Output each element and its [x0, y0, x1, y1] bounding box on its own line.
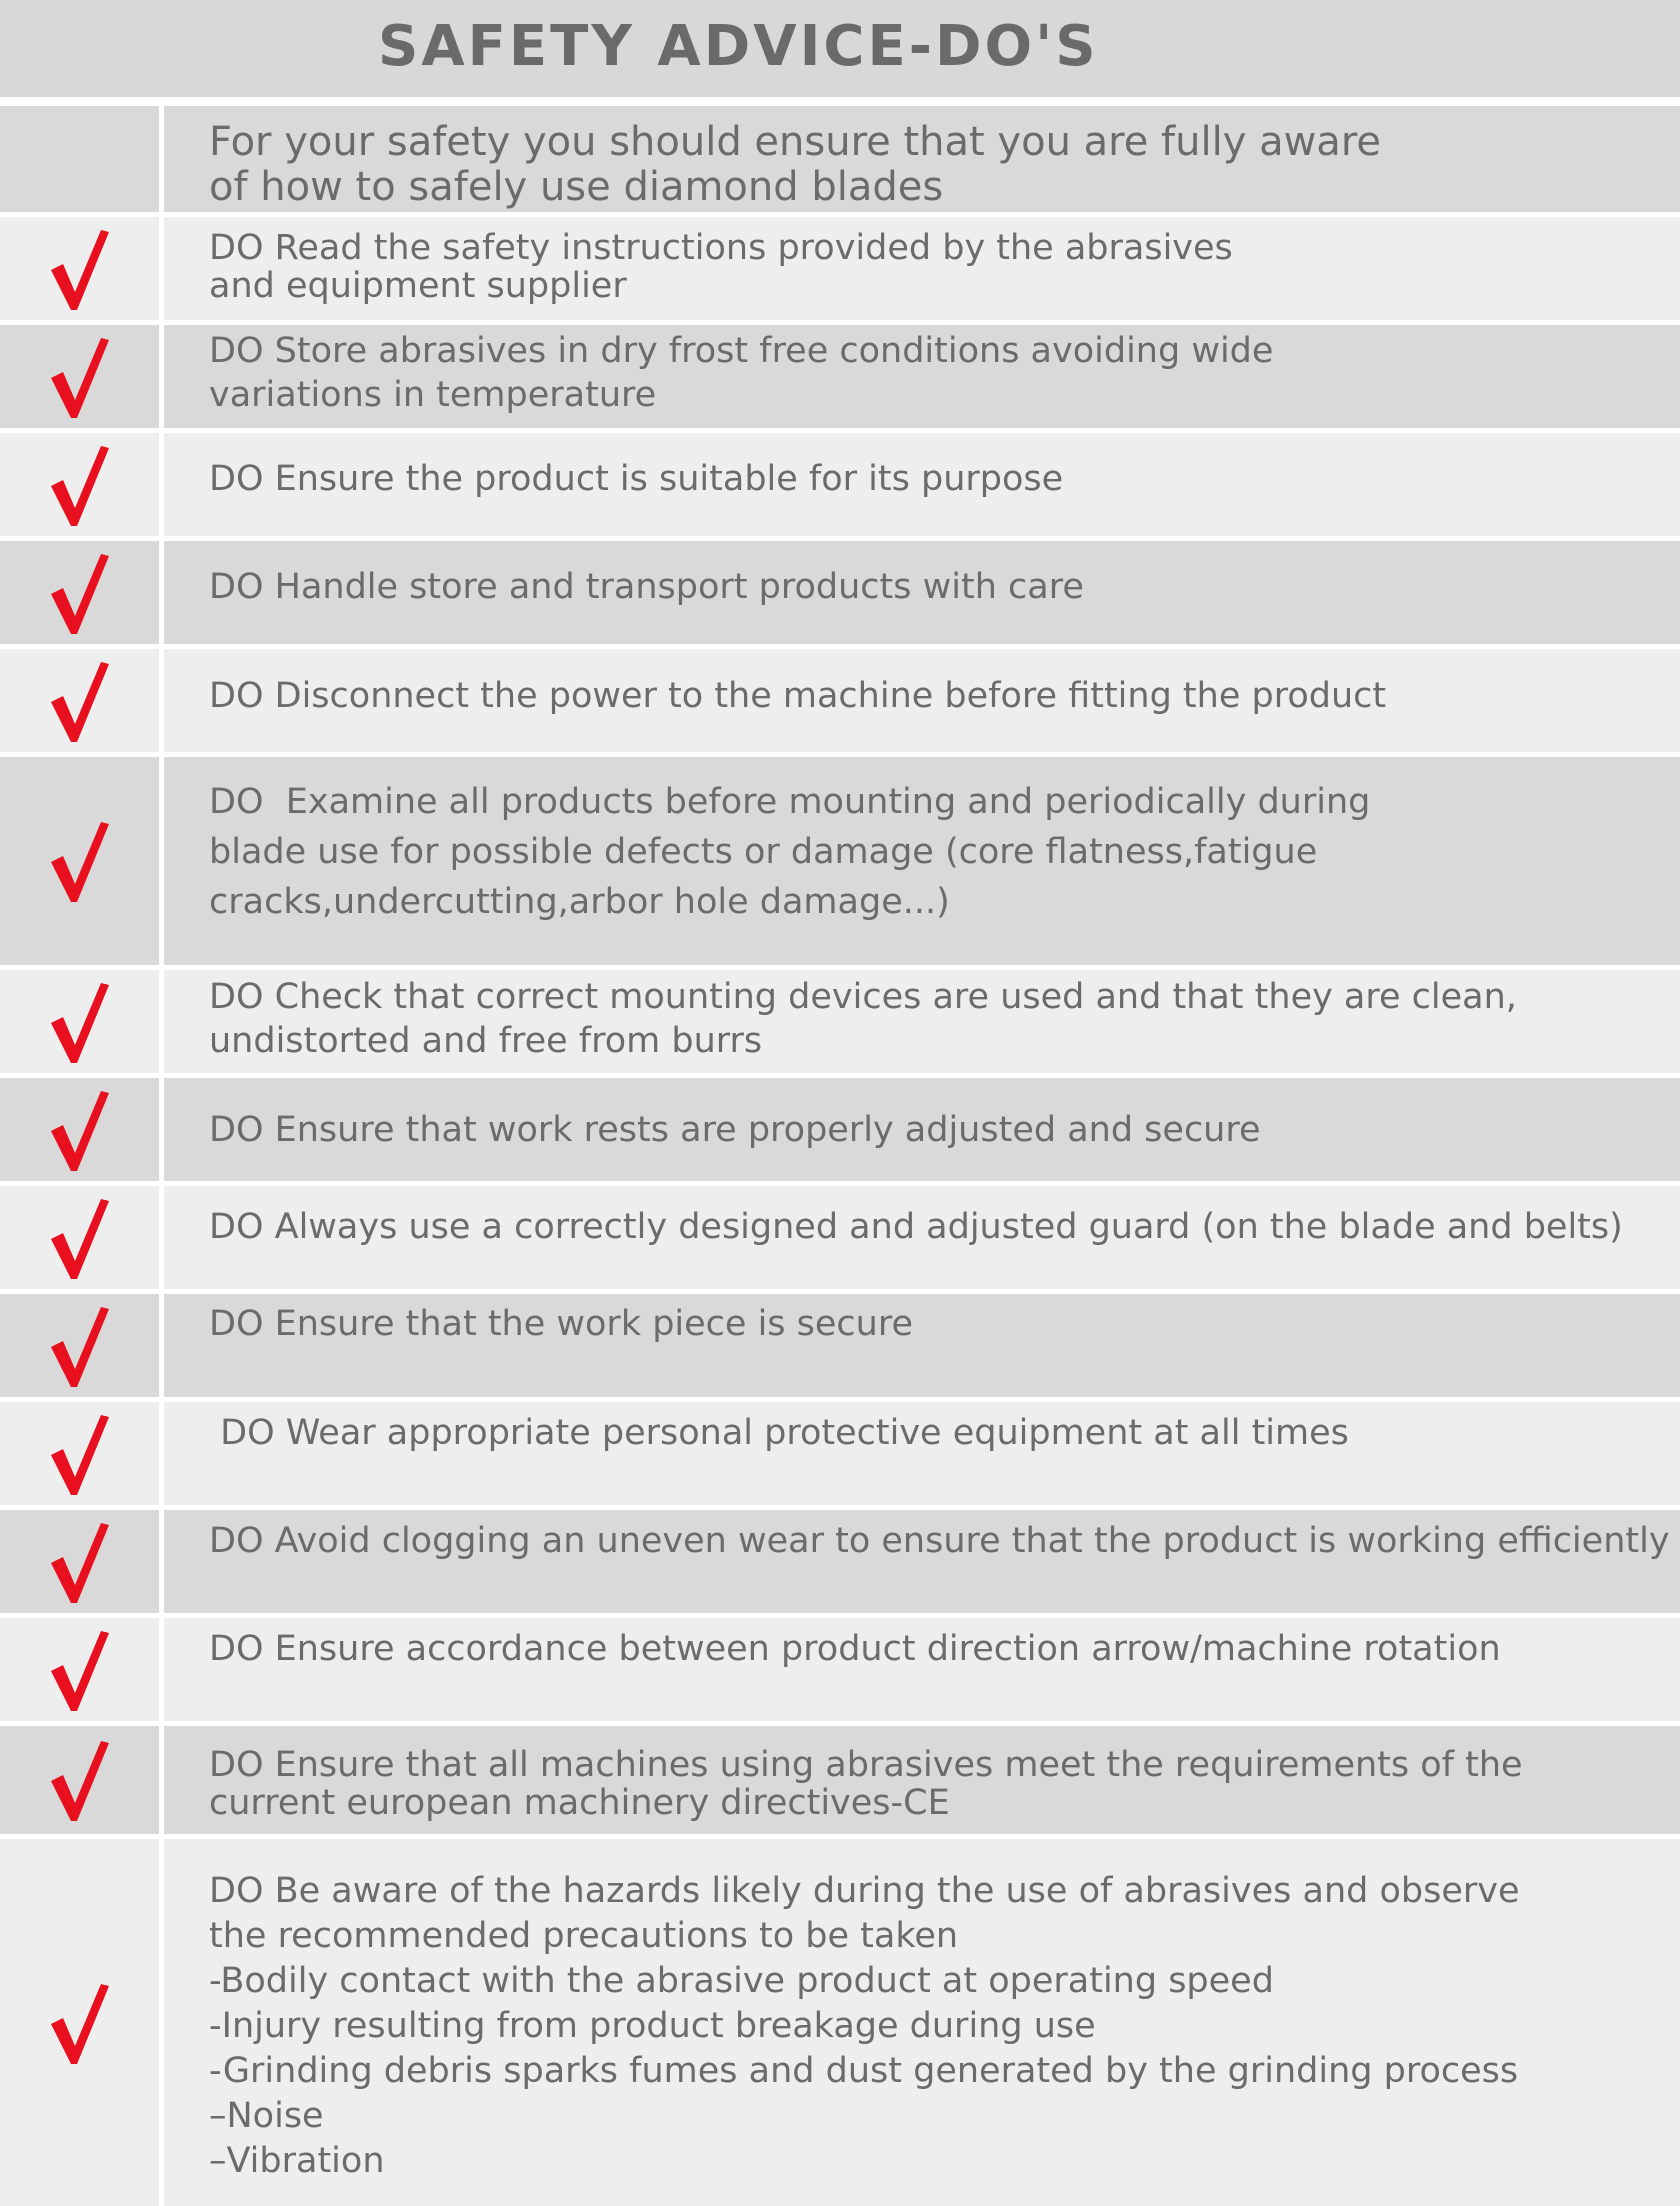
red-checkmark-icon: [49, 818, 111, 904]
intro-row: [0, 106, 1680, 212]
list-item: [0, 1510, 1680, 1613]
column-divider: [159, 106, 164, 212]
column-divider: [159, 1726, 164, 1834]
red-checkmark-icon: [49, 1303, 111, 1389]
page-title: SAFETY ADVICE-DO'S: [378, 14, 1099, 79]
red-checkmark-icon: [49, 226, 111, 312]
column-divider: [159, 1839, 164, 2206]
check-cell: [0, 1294, 159, 1397]
list-item: [0, 1078, 1680, 1181]
item-text: DO Ensure accordance between product direction arrow/machine rotation: [209, 1629, 1501, 1669]
column-divider: [159, 433, 164, 536]
list-item: [0, 1402, 1680, 1505]
column-divider: [159, 1402, 164, 1505]
column-divider: [159, 649, 164, 752]
check-cell: [0, 325, 159, 428]
item-text: DO Store abrasives in dry frost free conditions avoiding wide variations in temperature: [209, 331, 1274, 415]
item-text: DO Disconnect the power to the machine before fitting the product: [209, 676, 1387, 716]
item-text: DO Ensure that the work piece is secure: [209, 1304, 914, 1344]
red-checkmark-icon: [49, 1411, 111, 1497]
check-cell: [0, 970, 159, 1073]
check-cell: [0, 1402, 159, 1505]
item-text: DO Avoid clogging an uneven wear to ensure that the product is working efficiently: [209, 1521, 1670, 1561]
column-divider: [159, 1186, 164, 1289]
column-divider: [159, 1510, 164, 1613]
item-text: DO Wear appropriate personal protective equipment at all times: [209, 1413, 1349, 1453]
column-divider: [159, 325, 164, 428]
red-checkmark-icon: [49, 334, 111, 420]
check-cell: [0, 1839, 159, 2206]
red-checkmark-icon: [49, 1627, 111, 1713]
list-item: [0, 1839, 1680, 2206]
item-text: DO Ensure the product is suitable for its purpose: [209, 459, 1064, 499]
check-cell: [0, 1726, 159, 1834]
list-item: [0, 217, 1680, 320]
red-checkmark-icon: [49, 979, 111, 1065]
check-cell: [0, 1618, 159, 1721]
red-checkmark-icon: [49, 550, 111, 636]
column-divider: [159, 217, 164, 320]
red-checkmark-icon: [49, 442, 111, 528]
list-item: [0, 541, 1680, 644]
check-cell: [0, 649, 159, 752]
red-checkmark-icon: [49, 1980, 111, 2066]
red-checkmark-icon: [49, 1195, 111, 1281]
check-cell: [0, 217, 159, 320]
item-text: DO Always use a correctly designed and adjusted guard (on the blade and belts): [209, 1207, 1623, 1247]
list-item: [0, 1726, 1680, 1834]
item-text: DO Examine all products before mounting and periodically during blade use for possible defects or damage (core flatness,fatigue cracks,undercutting,arbor hole damage...): [209, 782, 1371, 922]
column-divider: [159, 1618, 164, 1721]
list-item: [0, 1618, 1680, 1721]
list-item: [0, 325, 1680, 428]
check-cell: [0, 1510, 159, 1613]
list-item: [0, 433, 1680, 536]
check-cell: [0, 1078, 159, 1181]
list-item: [0, 649, 1680, 752]
check-cell: [0, 1186, 159, 1289]
check-cell: [0, 433, 159, 536]
list-item: [0, 1186, 1680, 1289]
red-checkmark-icon: [49, 1519, 111, 1605]
item-text: DO Be aware of the hazards likely during the use of abrasives and observe the recommended precautions to be taken -Bodily contact with the abrasive product at operating speed -Injury resulting from product breakage during use -Grinding debris sparks fumes and dust generated by the grinding process –Noise –Vibration: [209, 1871, 1520, 2181]
item-text: DO Ensure that work rests are properly adjusted and secure: [209, 1110, 1261, 1150]
red-checkmark-icon: [49, 1737, 111, 1823]
item-text: DO Handle store and transport products with care: [209, 567, 1084, 607]
intro-text: For your safety you should ensure that you are fully aware of how to safely use diamond blades: [209, 119, 1381, 210]
column-divider: [159, 541, 164, 644]
check-cell: [0, 541, 159, 644]
list-item: [0, 970, 1680, 1073]
item-text: DO Check that correct mounting devices are used and that they are clean, undistorted and free from burrs: [209, 977, 1517, 1061]
column-divider: [159, 757, 164, 965]
column-divider: [159, 1078, 164, 1181]
red-checkmark-icon: [49, 1087, 111, 1173]
check-cell: [0, 757, 159, 965]
list-item: [0, 757, 1680, 965]
item-text: DO Read the safety instructions provided by the abrasives and equipment supplier: [209, 228, 1233, 306]
column-divider: [159, 970, 164, 1073]
column-divider: [159, 1294, 164, 1397]
red-checkmark-icon: [49, 658, 111, 744]
list-item: [0, 1294, 1680, 1397]
page-header: [0, 0, 1680, 97]
item-text: DO Ensure that all machines using abrasives meet the requirements of the current european machinery directives-CE: [209, 1745, 1523, 1823]
